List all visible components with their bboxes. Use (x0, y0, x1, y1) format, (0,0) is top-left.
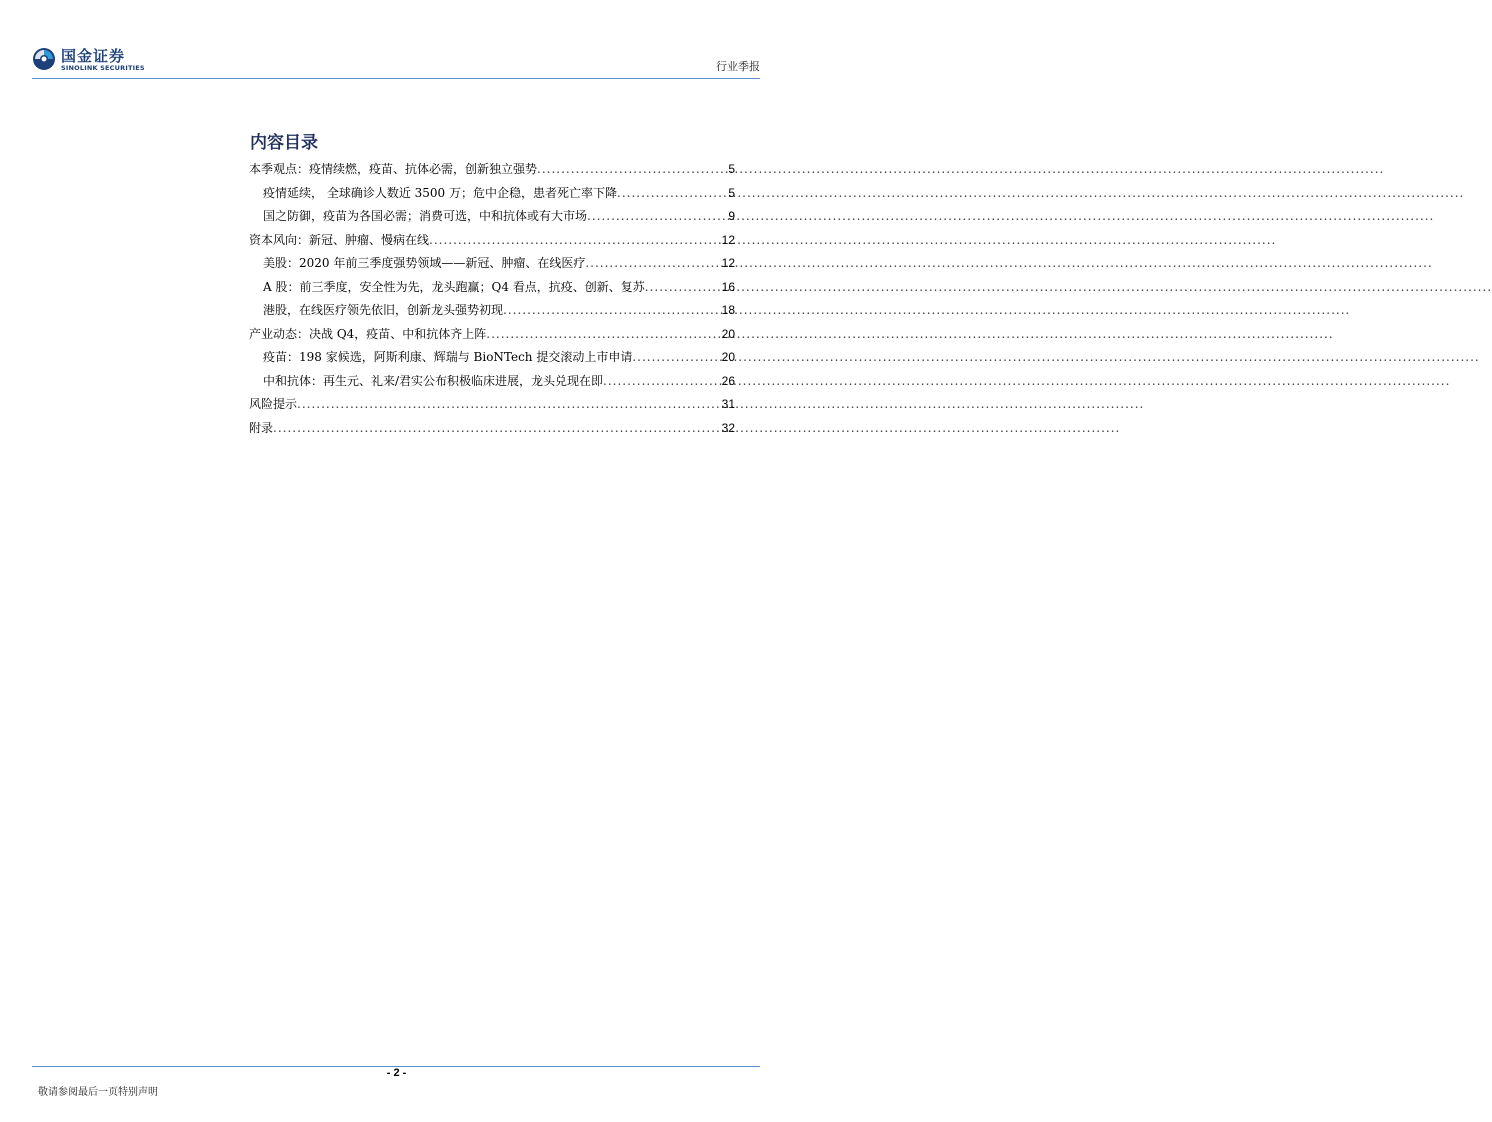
toc-entry-page: 12 (721, 256, 735, 270)
toc-title: 内容目录 (250, 133, 318, 153)
toc-entry[interactable] (249, 205, 735, 229)
toc-leader-dots (632, 346, 720, 370)
toc-entry-page: 9 (728, 209, 735, 223)
page-header (32, 44, 760, 78)
toc-leader-dots (645, 276, 721, 300)
toc-leader-dots (585, 252, 720, 276)
toc-entry-page: 32 (721, 420, 735, 435)
toc-entry-text: 附录 (249, 420, 274, 435)
toc-entry-text: 美股：2020 年前三季度强势领域——新冠、肿瘤、在线医疗 (263, 256, 586, 270)
toc-leader-dots (429, 229, 721, 253)
toc-leader-dots (503, 299, 721, 323)
toc-entry[interactable] (249, 323, 735, 347)
header-divider (32, 78, 760, 79)
sinolink-logo-icon (32, 47, 56, 71)
toc-entry-page: 12 (721, 232, 735, 247)
toc-entry[interactable] (249, 252, 735, 276)
toc-entry-text: A 股：前三季度，安全性为先，龙头跑赢；Q4 看点，抗疫、创新、复苏 (263, 279, 645, 294)
toc-leader-dots (617, 182, 727, 206)
sinolink-logo (32, 44, 162, 76)
toc-entry-page: 5 (728, 162, 735, 176)
toc-entry-text: 国之防御，疫苗为各国必需；消费可选，中和抗体或有大市场 (263, 209, 588, 223)
report-type-label: 行业季报 (716, 60, 760, 73)
toc-entry[interactable] (249, 370, 735, 394)
toc-entry-text: 本季观点：疫情续燃，疫苗、抗体必需，创新独立强势 (249, 162, 538, 176)
toc-entry-page: 20 (721, 350, 735, 364)
toc-entry-text: 中和抗体：再生元、礼来/君实公布积极临床进展，龙头兑现在即 (263, 373, 604, 388)
toc-entry[interactable] (249, 158, 735, 182)
toc-leader-dots (297, 393, 721, 417)
toc-entry-text: 产业动态：决战 Q4，疫苗、中和抗体齐上阵 (249, 326, 487, 341)
toc-leader-dots (603, 370, 721, 394)
toc-entry-text: 疫情延续， 全球确诊人数近 3500 万；危中企稳，患者死亡率下降 (263, 185, 617, 200)
toc-entry-page: 5 (728, 185, 735, 200)
toc-entry-page: 31 (721, 397, 735, 411)
toc-entry[interactable] (249, 229, 735, 253)
toc-leader-dots (486, 323, 720, 347)
toc-entry-page: 20 (721, 326, 735, 341)
toc-entry-page: 16 (721, 279, 735, 294)
toc-entry-page: 18 (721, 303, 735, 317)
footer-disclaimer: 敬请参阅最后一页特别声明 (38, 1087, 158, 1098)
toc-leader-dots (273, 417, 721, 441)
toc-entry-text: 疫苗：198 家候选，阿斯利康、辉瑞与 BioNTech 提交滚动上市申请 (263, 350, 633, 364)
toc-entry[interactable] (249, 182, 735, 206)
toc-leader-dots (537, 158, 727, 182)
toc-entry-text: 风险提示 (249, 397, 298, 411)
toc-entry[interactable] (249, 393, 735, 417)
toc-entry[interactable] (249, 346, 735, 370)
toc-entry[interactable] (249, 417, 735, 441)
page-number: - 2 - (386, 1067, 407, 1079)
toc-leader-dots (587, 205, 727, 229)
toc-entry-text: 资本风向：新冠、肿瘤、慢病在线 (249, 232, 430, 247)
logo-chinese-name: 国金证券 (61, 47, 126, 65)
toc-entry-page: 26 (721, 373, 735, 388)
table-of-contents (249, 158, 735, 440)
toc-entry[interactable] (249, 299, 735, 323)
toc-entry-text: 港股，在线医疗领先依旧，创新龙头强势初现 (263, 303, 504, 317)
toc-entry[interactable] (249, 276, 735, 300)
logo-english-name: SINOLINK SECURITIES (61, 64, 145, 72)
